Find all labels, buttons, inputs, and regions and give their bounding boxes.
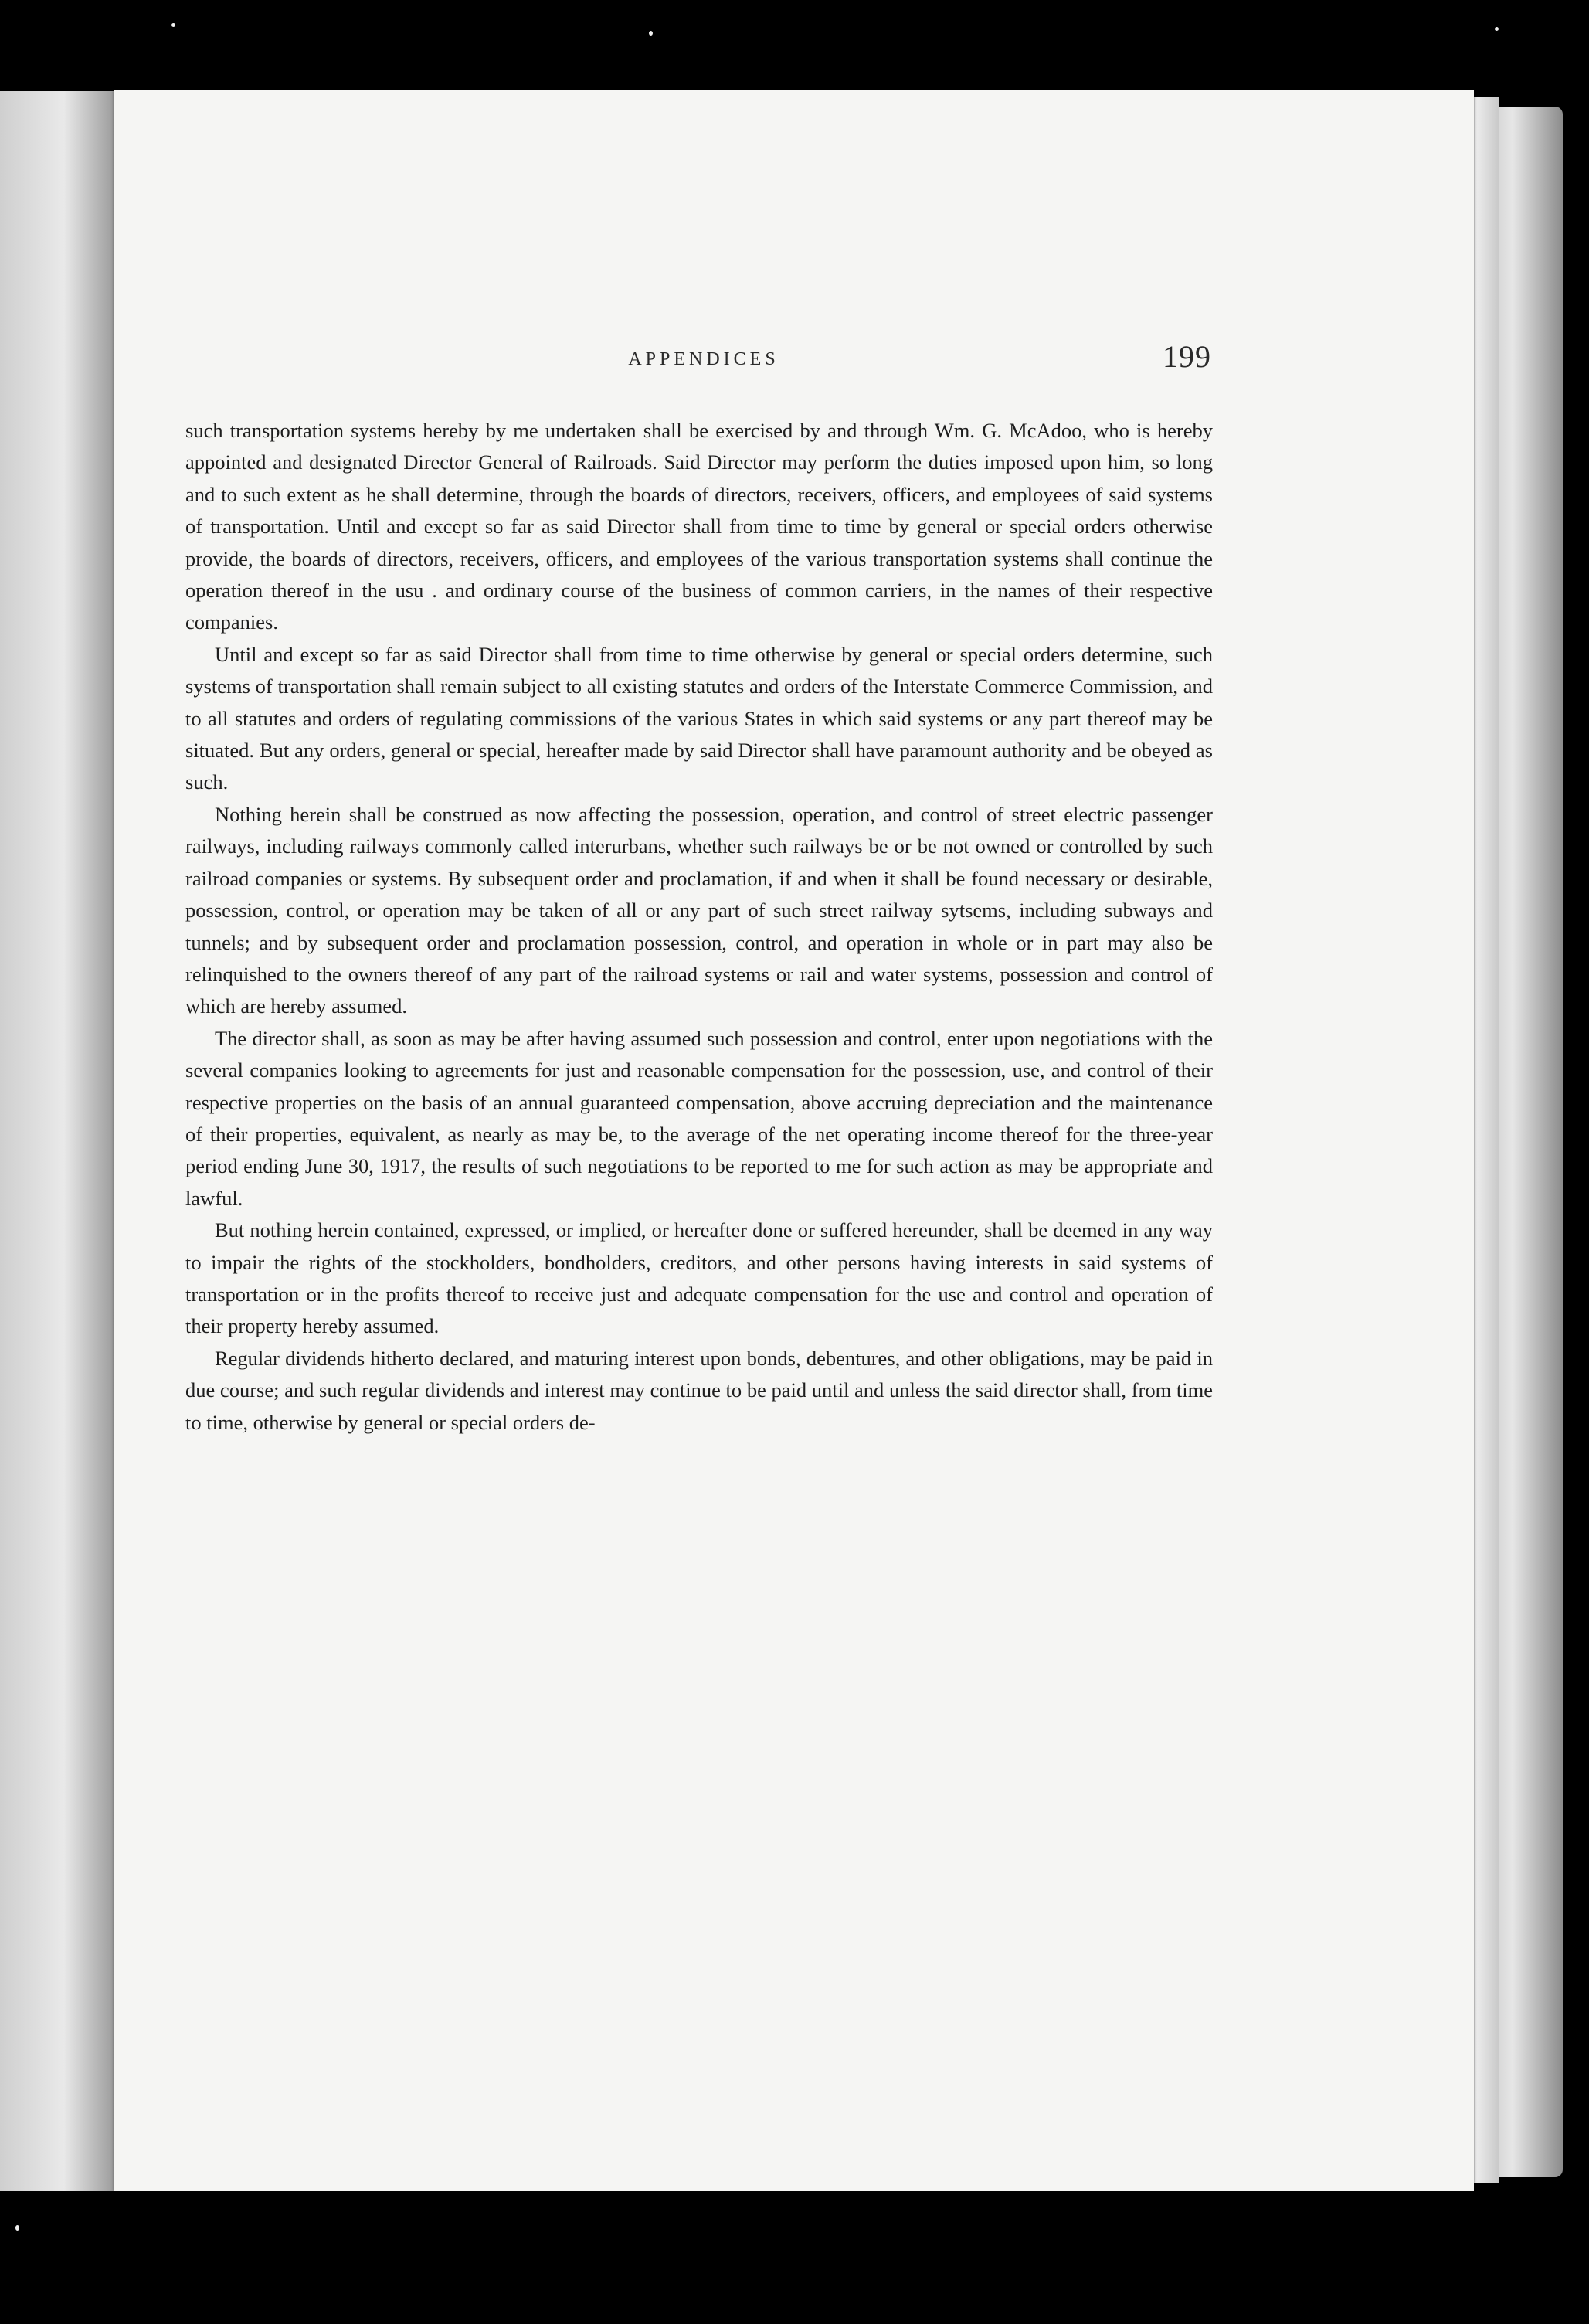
- running-head: [193, 338, 1214, 385]
- scan-speck: [15, 2225, 19, 2231]
- paragraph-4: The director shall, as soon as may be after having assumed such possession and control, enter upon negotiations with the several companies looking to agreements for just and reasonable compensation for the possession, use, and control of their respective properties on the basis of an annual guaranteed compensation, above accruing depreciation and the maintenance of their properties, equivalent, as nearly as may be, to the average of the net operating income thereof for the three-year period ending June 30, 1917, the results of such negotiations to be reported to me for such action as may be appropriate and lawful.: [185, 1026, 1213, 1210]
- scan-speck: [171, 23, 175, 27]
- scan-speck: [649, 31, 653, 36]
- paragraph-5: But nothing herein contained, expressed, or implied, or hereafter done or suffered hereunder, shall be deemed in any way to impair the rights of the stockholders, bondholders, creditors, and other persons having interests in said systems of transportation or in the profits thereof to receive just and adequate compensation for the use and control and operation of their property hereby assumed.: [185, 1218, 1213, 1338]
- running-head-title: APPENDICES: [628, 349, 779, 369]
- paragraph-6: Regular dividends hitherto declared, and maturing interest upon bonds, debentures, and other obligations, may be paid in due course; and such regular dividends and interest may continue to be paid until and unless the said director shall, from time to time, otherwise by general or special orders de-: [185, 1346, 1213, 1434]
- paragraph-2: Until and except so far as said Director shall from time to time otherwise by general or special orders determine, such systems of transportation shall remain subject to all existing statutes and orders of the Interstate Commerce Commission, and to all statutes and orders of regulating commissions of the various States in which said systems or any part thereof may be situated. But any orders, general or special, hereafter made by said Director shall have paramount authority and be obeyed as such.: [185, 642, 1213, 794]
- body-text: [185, 415, 1213, 1439]
- scan-speck: [1495, 27, 1499, 31]
- adjacent-page-edge: [0, 91, 116, 2191]
- paragraph-1: such transportation systems hereby by me undertaken shall be exercised by and through Wm. G. McAdoo, who is hereby appointed and designated Director General of Railroads. Said Director may perform the duties imposed upon him, so long and to such extent as he shall determine, through the boards of directors, receivers, officers, and employees of said systems of transportation. Until and except so far as said Director shall from time to time by general or special orders otherwise provide, the boards of directors, receivers, officers, and employees of the various transportation systems shall continue the operation thereof in the usu . and ordinary course of the business of common carriers, in the names of their respective companies.: [185, 419, 1213, 634]
- page-number: 199: [1163, 339, 1211, 374]
- paragraph-3: Nothing herein shall be construed as now affecting the possession, operation, and control of street electric passenger railways, including railways commonly called interurbans, whether such railways be or be not owned or controlled by such railroad companies or systems. By subsequent order and proclamation, if and when it shall be found necessary or desirable, possession, control, or operation may be taken of all or any part of such street railway sytsems, including subways and tunnels; and by subsequent order and proclamation possession, control, and operation in whole or in part may also be relinquished to the owners thereof of any part of the railroad systems or rail and water systems, possession and control of which are hereby assumed.: [185, 802, 1213, 1018]
